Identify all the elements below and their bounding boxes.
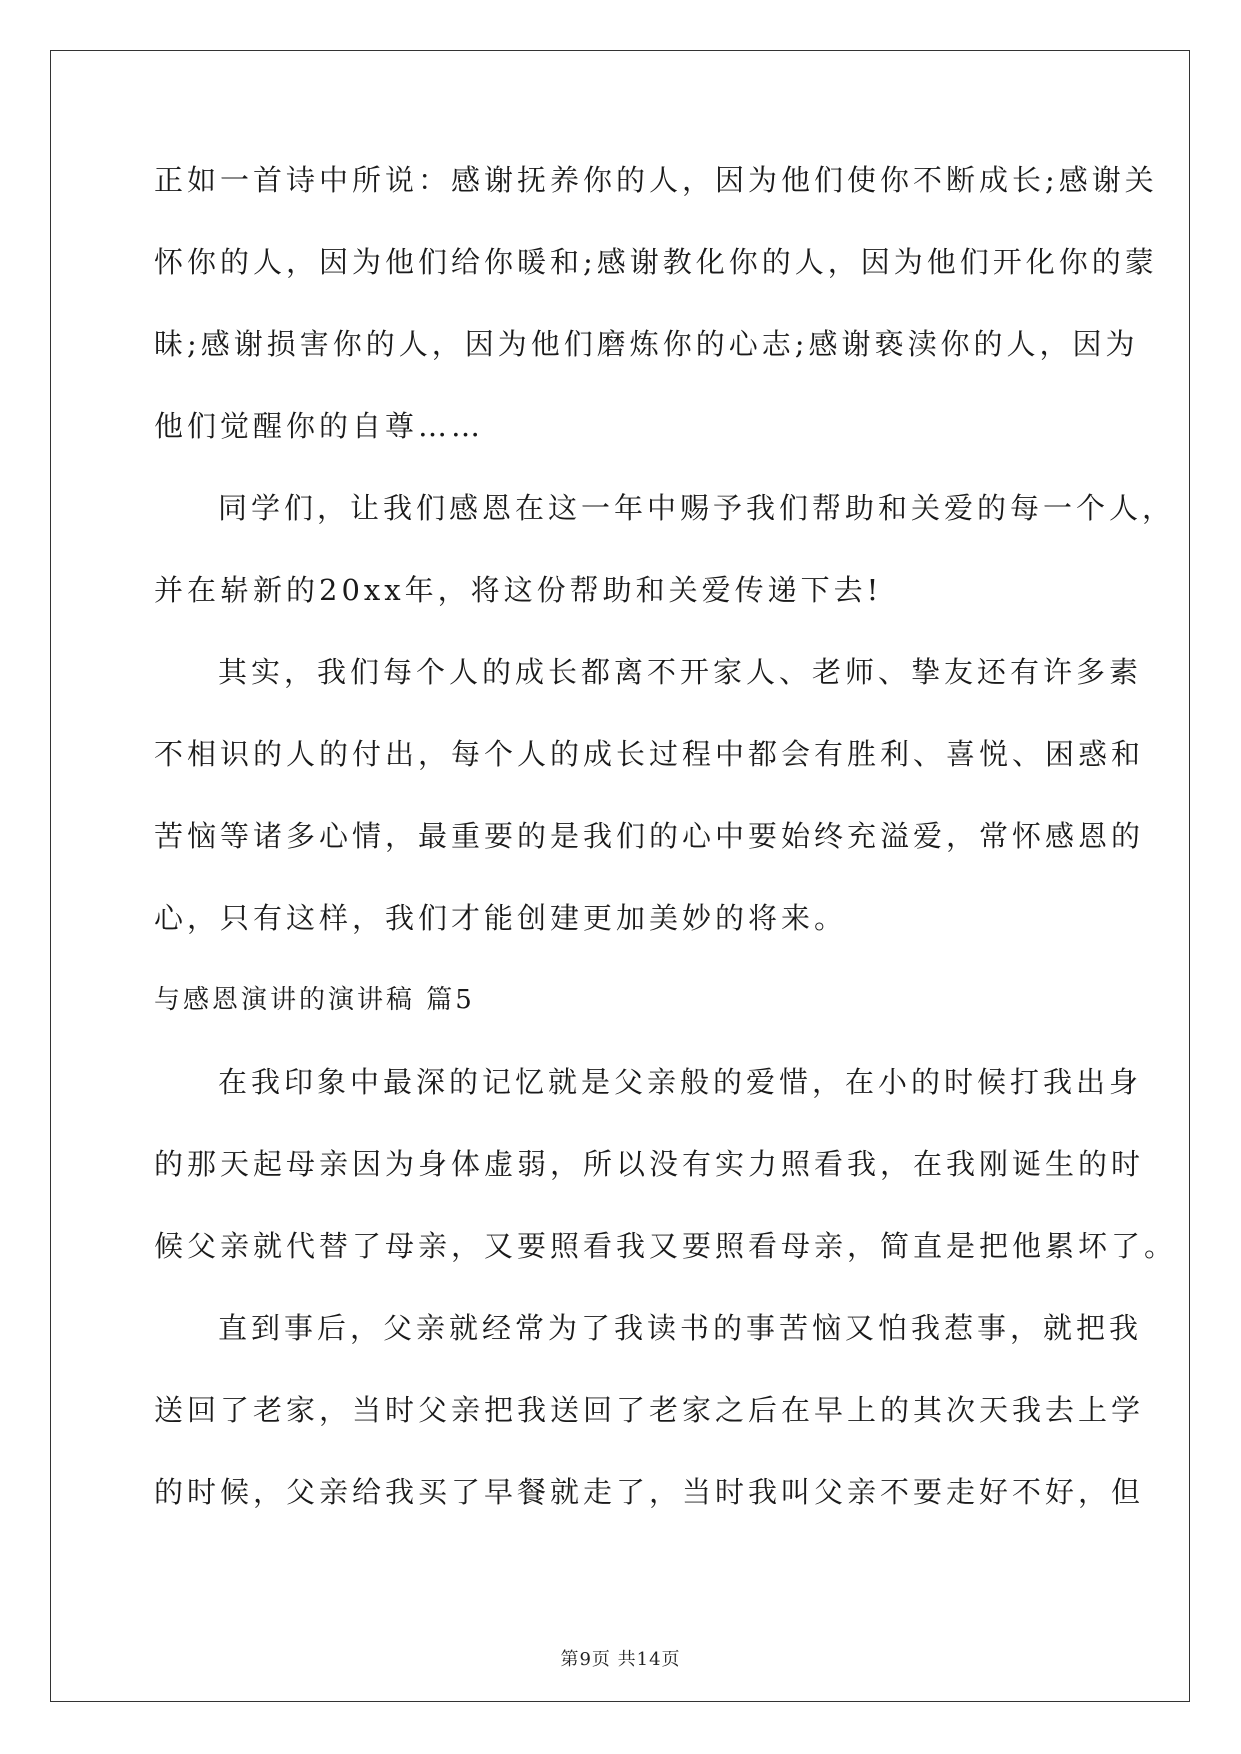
text-line-16: 送回了老家，当时父亲把我送回了老家之后在早上的其次天我去上学 — [154, 1393, 1145, 1427]
section-heading: 与感恩演讲的演讲稿 篇5 — [154, 985, 475, 1015]
text-line-6: 并在崭新的20xx年，将这份帮助和关爱传递下去! — [154, 573, 883, 607]
text-line-1: 正如一首诗中所说：感谢抚养你的人，因为他们使你不断成长;感谢关 — [154, 163, 1158, 197]
text-line-3: 昧;感谢损害你的人，因为他们磨炼你的心志;感谢亵渎你的人，因为 — [154, 327, 1139, 361]
text-line-8: 不相识的人的付出，每个人的成长过程中都会有胜利、喜悦、困惑和 — [154, 737, 1145, 771]
text-line-5: 同学们，让我们感恩在这一年中赐予我们帮助和关爱的每一个人， — [218, 491, 1176, 525]
page-number: 第9页 共14页 — [560, 1649, 681, 1670]
text-line-15: 直到事后，父亲就经常为了我读书的事苦恼又怕我惹事，就把我 — [218, 1311, 1143, 1345]
text-line-9: 苦恼等诸多心情，最重要的是我们的心中要始终充溢爱，常怀感恩的 — [154, 819, 1145, 853]
document-body — [154, 160, 1178, 1554]
text-line-17: 的时候，父亲给我买了早餐就走了，当时我叫父亲不要走好不好，但 — [154, 1475, 1145, 1509]
text-line-10: 心，只有这样，我们才能创建更加美妙的将来。 — [154, 901, 848, 935]
text-line-7: 其实，我们每个人的成长都离不开家人、老师、挚友还有许多素 — [218, 655, 1143, 689]
text-line-13: 的那天起母亲因为身体虚弱，所以没有实力照看我，在我刚诞生的时 — [154, 1147, 1145, 1181]
text-line-14: 候父亲就代替了母亲，又要照看我又要照看母亲，简直是把他累坏了。 — [154, 1229, 1178, 1263]
text-line-2: 怀你的人，因为他们给你暖和;感谢教化你的人，因为他们开化你的蒙 — [154, 245, 1158, 279]
text-line-12: 在我印象中最深的记忆就是父亲般的爱惜，在小的时候打我出身 — [218, 1065, 1143, 1099]
text-line-4: 他们觉醒你的自尊…… — [154, 409, 485, 443]
